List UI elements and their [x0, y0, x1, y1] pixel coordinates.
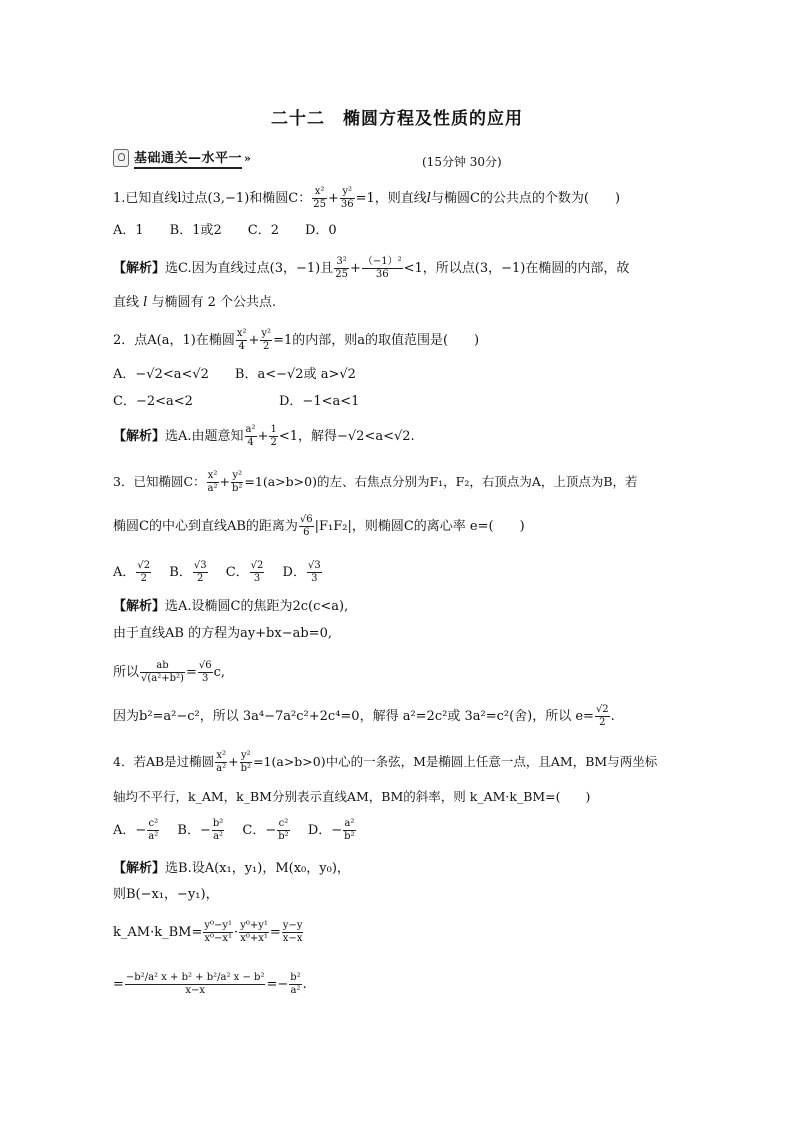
question-1-stem: 1.已知直线l过点(3,−1)和椭圆C： $\frac{\text{x²}}{25}$ + $\frac{\text{y²}}{36}$ =1，则直线l与椭圆C的公共点的个数为( ) [113, 186, 621, 210]
lesson-number: 二十二 [271, 109, 325, 129]
fraction: $\frac{\text{x²}}{25}$ [313, 186, 326, 210]
fraction: $\frac{\text{y²}}{\text{b²}}$ [232, 470, 243, 494]
question-1-options: A．1 B．1或2 C．2 D．0 [113, 223, 337, 238]
solution-tag: 【解析】 [113, 429, 166, 444]
question-1-solution-cont: 直线 l 与椭圆有 2 个公共点. [113, 295, 277, 310]
solution-tag: 【解析】 [113, 599, 166, 614]
question-2-options-ab: A．−√2<a<√2 B．a<−√2或 a>√2 [113, 367, 356, 382]
fraction: $\frac{\text{x²}}{\text{a²}}$ [207, 470, 218, 494]
question-3-solution-line2: 由于直线AB 的方程为ay+bx−ab=0, [113, 626, 332, 641]
section-label: 基础通关—水平一 [134, 147, 242, 169]
question-3-solution-line4: 因为b²=a²−c²，所以 3a⁴−7a²c²+2c⁴=0，解得 a²=2c²或 3a²=c²(舍)，所以 e= $\frac{√2}{2}$ . [113, 704, 615, 728]
question-3-solution-line3: 所以 $\frac{ab}{\text{√(a²+b²)}}$ = $\frac{√6}{3}$ c, [113, 660, 226, 684]
question-2-solution: 【解析】选A.由题意知 $\frac{\text{a²}}{4}$ + $\frac{1}{2}$ <1，解得−√2<a<√2. [113, 424, 415, 448]
section-header [113, 148, 283, 168]
question-3-stem: 3．已知椭圆C： $\frac{\text{x²}}{\text{a²}}$ + $\frac{\text{y²}}{\text{b²}}$ =1(a>b>0)的左、右焦点分别为F₁，F₂，右顶点为A，上顶点为B，若 [113, 470, 638, 494]
time-score: (15分钟 30分) [422, 155, 502, 169]
question-4-stem: 4．若AB是过椭圆 $\frac{\text{x²}}{\text{a²}}$ + $\frac{\text{y²}}{\text{b²}}$ =1(a>b>0)中心的一条弦，M是椭圆上任意一点，且AM，BM与两坐标 [113, 750, 658, 774]
solution-tag: 【解析】 [113, 261, 166, 276]
question-1-solution: 【解析】选C.因为直线过点(3，−1)且 $\frac{\text{3²}}{25}$ + $\frac{\text{（−1）²}}{36}$ <1，所以点(3，−1)在椭圆的内部，故 [113, 256, 630, 280]
fraction: $\frac{\text{y²}}{36}$ [340, 186, 354, 210]
fraction: $\frac{\text{y²}}{2}$ [261, 328, 272, 352]
question-4-solution-line4: = $\frac{\text{−b²/a² x + b² + b²/a² x − b²}}{x-x}$ =− $\frac{\text{b²}}{\text{a²}}$ . [113, 972, 307, 996]
question-4-stem-cont: 轴均不平行，k_AM，k_BM分别表示直线AM，BM的斜率，则 k_AM·k_BM=( ) [113, 789, 591, 804]
question-4-solution-line3: k_AM·k_BM= $\frac{\text{y⁰−y¹}}{\text{x⁰−x¹}}$ · $\frac{\text{y⁰+y¹}}{\text{x⁰+x¹}}$ = $\frac{y-y}{x-x}$ [113, 920, 303, 944]
question-4-solution-line2: 则B(−x₁，−y₁)， [113, 887, 219, 902]
question-2-options-cd: C．−2<a<2 D．−1<a<1 [113, 394, 360, 409]
fraction: $\frac{\text{3²}}{25}$ [335, 256, 348, 280]
lightbulb-icon [113, 149, 129, 167]
question-4-solution: 【解析】选B.设A(x₁，y₁)，M(x₀，y₀)， [113, 861, 350, 876]
question-4-options: A．− $\frac{\text{c²}}{\text{a²}}$ B．− $\frac{\text{b²}}{\text{a²}}$ C．− $\frac{\text{c²}}{\text{b²}}$ D．− $\frac{\text{a²}}{\text{b²}}$ [113, 818, 355, 842]
double-chevron-icon: » [244, 151, 251, 165]
page-title [0, 104, 794, 129]
question-3-options: A． $\frac{√2}{2}$ B． $\frac{√3}{2}$ C． $\frac{√2}{3}$ D． $\frac{√3}{3}$ [113, 560, 321, 584]
fraction: $\frac{\text{（−1）²}}{36}$ [362, 256, 402, 280]
question-3-stem-cont: 椭圆C的中心到直线AB的距离为 $\frac{√6}{6}$ |F₁F₂|，则椭圆C的离心率 e=( ) [113, 514, 525, 538]
lesson-title: 椭圆方程及性质的应用 [343, 109, 523, 129]
fraction: $\frac{√6}{6}$ [299, 514, 313, 538]
fraction: $\frac{\text{x²}}{4}$ [236, 328, 247, 352]
fraction: $\frac{\text{a²}}{4}$ [245, 424, 256, 448]
question-3-solution: 【解析】选A.设椭圆C的焦距为2c(c<a), [113, 599, 349, 614]
fraction: $\frac{1}{2}$ [270, 424, 277, 448]
question-2-stem: 2．点A(a，1)在椭圆 $\frac{\text{x²}}{4}$ + $\frac{\text{y²}}{2}$ =1的内部，则a的取值范围是( ) [113, 328, 480, 352]
solution-tag: 【解析】 [113, 861, 166, 876]
